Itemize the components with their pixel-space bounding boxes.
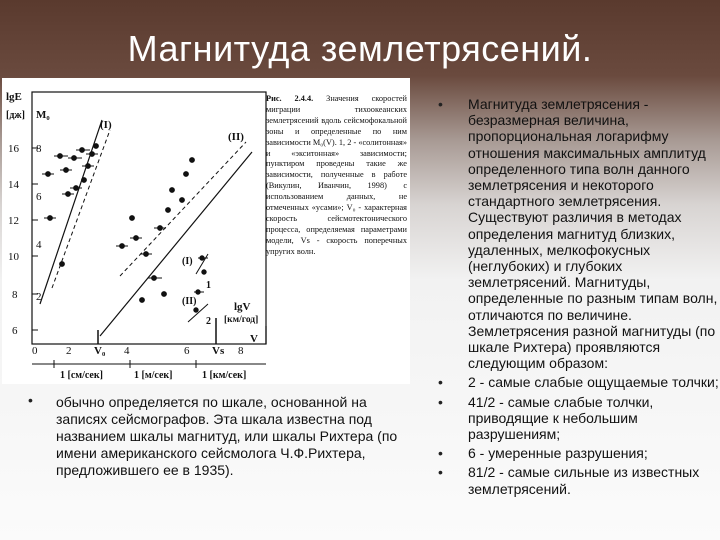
unit-label: 1 [м/сек]	[134, 370, 173, 381]
legend-I: (I)	[182, 256, 193, 267]
lgE-tick: 14	[8, 179, 19, 191]
legend-1: 1	[206, 280, 211, 291]
list-item	[438, 96, 720, 371]
figure-caption	[266, 94, 407, 258]
list-item	[438, 374, 720, 390]
lgE-tick: 6	[12, 325, 18, 337]
m-tick: 2	[36, 291, 42, 303]
v-axis-label: V	[250, 333, 258, 345]
v0-label: V₀	[94, 345, 106, 357]
left-paragraph: обычно определяется по шкале, основанной на записях сейсмографов. Эта шкала известна под названием шкалы магнитуд, или шкалы Рихтера (по имени американского сейсмолога Ч.Ф.Рихтера, предложившего ее в 1935).	[56, 394, 398, 478]
lgE-tick: 16	[8, 143, 19, 155]
list-item-text: 41/2 - самые слабые толчки, приводящие к небольшим разрушениям;	[468, 393, 654, 443]
trend-line-I	[40, 120, 102, 304]
x-tick: 4	[124, 345, 130, 357]
lgE-tick: 8	[12, 289, 18, 301]
lgv-unit-label: [км/год]	[224, 315, 259, 325]
x-tick: 0	[32, 345, 38, 357]
bullet-marker: •	[438, 464, 443, 481]
list-item	[438, 464, 720, 496]
list-item	[438, 394, 720, 443]
m-tick: 8	[36, 143, 42, 155]
plot-frame	[32, 92, 266, 344]
caption-heading: Рис. 2.4.4.	[266, 94, 314, 103]
lgv-label: lgV	[234, 301, 251, 313]
bullet-marker: •	[438, 374, 443, 391]
m-tick: 4	[36, 239, 42, 251]
line-II-label: (II)	[228, 131, 244, 143]
slide-title: Магнитуда землетрясений.	[127, 28, 593, 69]
bullet-marker: •	[438, 445, 443, 462]
bullet-marker: •	[28, 392, 33, 408]
caption-body: Значения скоростей миграции тихоокеанских землетрясений вдоль сейсмофокальной зоны и определенные по ним зависимости M₀(V). 1, 2 - «солитонная» и «экситонная» зависимости; пунктиром проведены такие же зависимости, полученные в работе (Викулин, Иванчин, 1998) с использованием данных, не отмеченных «усами»; V₀ - характерная скорость сейсмотектонического процесса, определяемая параметрами модели, Vs - скорость поперечных упругих волн.	[266, 94, 407, 256]
M0-label: M₀	[36, 109, 50, 121]
x-tick: 2	[66, 345, 72, 357]
lgE-label: lgE	[6, 91, 22, 103]
unit-label: 1 [км/сек]	[202, 370, 247, 381]
legend-2: 2	[206, 316, 211, 327]
lgE-tick: 12	[8, 215, 19, 227]
line-I-label: (I)	[100, 119, 112, 131]
lgE-tick: 10	[8, 251, 19, 263]
figure-image	[2, 78, 410, 384]
data-points-I	[42, 144, 98, 267]
bullet-marker: •	[438, 393, 443, 410]
lgE-unit-label: [дж]	[6, 110, 25, 121]
legend-II: (II)	[182, 296, 197, 307]
list-item-text: 81/2 - самые сильные из известных землетрясений.	[468, 464, 700, 497]
list-item	[438, 445, 720, 461]
list-item-text: 6 - умеренные разрушения;	[468, 445, 648, 462]
x-tick: 8	[238, 345, 244, 357]
bullet-marker: •	[438, 96, 443, 112]
m-tick: 6	[36, 191, 42, 203]
right-bullet-list	[438, 96, 720, 497]
x-tick: 6	[184, 345, 190, 357]
unit-label: 1 [см/сек]	[60, 370, 103, 381]
list-item-text: 2 - самые слабые ощущаемые толчки;	[468, 374, 719, 391]
list-item-text: Магнитуда землетрясения - безразмерная величина, пропорциональная логарифму отношения максимальных амплитуд определенного типа волн данного землетрясения и некоторого стандартного землетрясения. Существуют различия в методах определения магнитуд близких, удаленных, мелкофокусных (неглубоких) и глубоких землетрясений. Магнитуды, определенные по разным типам волн, отличаются по величине. Землетрясения разной магнитуды (по шкале Рихтера) проявляются следующим образом:	[468, 96, 718, 372]
vs-label: Vs	[212, 345, 225, 357]
